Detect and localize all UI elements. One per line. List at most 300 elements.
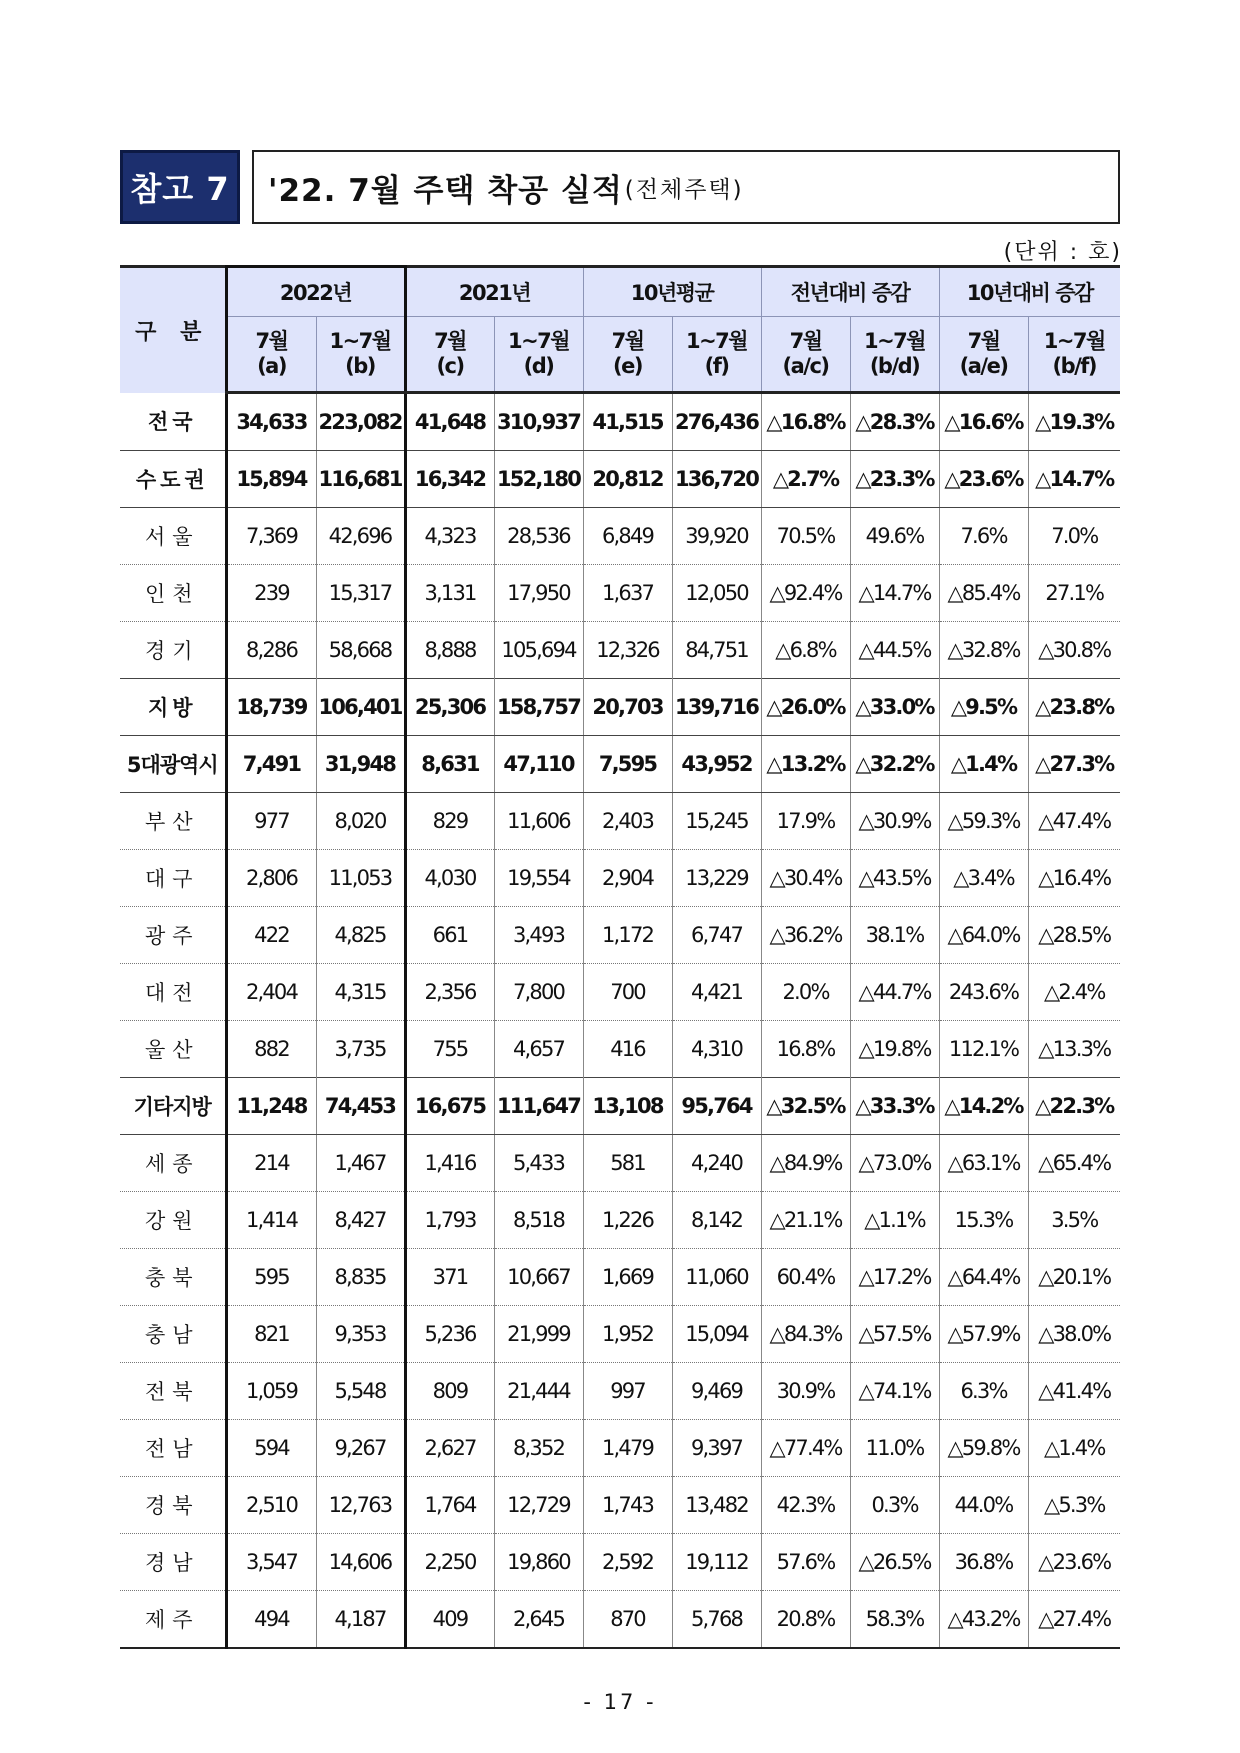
table-cell: 20,703: [583, 679, 672, 736]
table-cell: 9,353: [316, 1306, 405, 1363]
table-cell: 43,952: [672, 736, 761, 793]
table-row: [120, 1021, 1120, 1078]
table-cell: △43.2%: [939, 1591, 1028, 1649]
table-cell: 116,681: [316, 451, 405, 508]
table-cell: 5,236: [405, 1306, 494, 1363]
row-label: 울산: [120, 1021, 226, 1078]
table-cell: 34,633: [226, 393, 316, 451]
table-cell: 8,888: [405, 622, 494, 679]
subcolumn-header: [939, 317, 1028, 393]
table-cell: △92.4%: [761, 565, 850, 622]
table-cell: 39,920: [672, 508, 761, 565]
table-cell: 661: [405, 907, 494, 964]
table-cell: △9.5%: [939, 679, 1028, 736]
table-cell: 2,645: [494, 1591, 583, 1649]
table-cell: 13,482: [672, 1477, 761, 1534]
table-row: [120, 679, 1120, 736]
table-cell: △77.4%: [761, 1420, 850, 1477]
table-cell: △85.4%: [939, 565, 1028, 622]
table-cell: △32.5%: [761, 1078, 850, 1135]
table-cell: 8,835: [316, 1249, 405, 1306]
table-cell: 16,342: [405, 451, 494, 508]
table-cell: △27.3%: [1028, 736, 1120, 793]
table-cell: △5.3%: [1028, 1477, 1120, 1534]
table-cell: 5,768: [672, 1591, 761, 1649]
table-cell: △23.6%: [939, 451, 1028, 508]
table-cell: 4,240: [672, 1135, 761, 1192]
table-cell: 70.5%: [761, 508, 850, 565]
table-cell: 0.3%: [850, 1477, 939, 1534]
table-cell: △13.2%: [761, 736, 850, 793]
table-cell: 11,053: [316, 850, 405, 907]
table-cell: 310,937: [494, 393, 583, 451]
table-cell: 19,554: [494, 850, 583, 907]
table-cell: 9,397: [672, 1420, 761, 1477]
table-cell: 42,696: [316, 508, 405, 565]
subcolumn-header: [494, 317, 583, 393]
table-cell: △20.1%: [1028, 1249, 1120, 1306]
subcolumn-code: (c): [436, 354, 464, 378]
table-cell: 1,414: [226, 1192, 316, 1249]
table-cell: 2,250: [405, 1534, 494, 1591]
housing-starts-table: [120, 265, 1120, 1649]
table-cell: △14.2%: [939, 1078, 1028, 1135]
group-header: 10년평균: [583, 267, 761, 317]
table-cell: 28,536: [494, 508, 583, 565]
subcolumn-header: [850, 317, 939, 393]
table-cell: 997: [583, 1363, 672, 1420]
table-row: [120, 1192, 1120, 1249]
table-row: [120, 736, 1120, 793]
table-cell: △32.8%: [939, 622, 1028, 679]
table-cell: △28.3%: [850, 393, 939, 451]
subcolumn-header: [672, 317, 761, 393]
table-cell: △28.5%: [1028, 907, 1120, 964]
table-cell: 2,806: [226, 850, 316, 907]
subcolumn-period: 7월: [789, 329, 822, 353]
table-cell: 41,648: [405, 393, 494, 451]
table-cell: 16.8%: [761, 1021, 850, 1078]
table-cell: 139,716: [672, 679, 761, 736]
table-cell: 84,751: [672, 622, 761, 679]
table-cell: △43.5%: [850, 850, 939, 907]
row-label: 부산: [120, 793, 226, 850]
table-cell: △33.3%: [850, 1078, 939, 1135]
table-cell: 8,142: [672, 1192, 761, 1249]
table-cell: 47,110: [494, 736, 583, 793]
table-cell: △19.3%: [1028, 393, 1120, 451]
table-cell: 17.9%: [761, 793, 850, 850]
table-cell: 12,326: [583, 622, 672, 679]
group-header: 2021년: [405, 267, 583, 317]
row-label: 경남: [120, 1534, 226, 1591]
table-cell: 25,306: [405, 679, 494, 736]
subcolumn-code: (a/e): [959, 354, 1008, 378]
table-cell: 49.6%: [850, 508, 939, 565]
table-cell: 1,467: [316, 1135, 405, 1192]
table-row: [120, 907, 1120, 964]
table-cell: 581: [583, 1135, 672, 1192]
table-cell: 3,493: [494, 907, 583, 964]
table-cell: 3,131: [405, 565, 494, 622]
table-cell: △23.6%: [1028, 1534, 1120, 1591]
page-number: - 17 -: [583, 1690, 657, 1714]
table-cell: 223,082: [316, 393, 405, 451]
table-cell: 809: [405, 1363, 494, 1420]
table-cell: 10,667: [494, 1249, 583, 1306]
table-cell: 870: [583, 1591, 672, 1649]
table-cell: 243.6%: [939, 964, 1028, 1021]
table-cell: 106,401: [316, 679, 405, 736]
table-cell: 20.8%: [761, 1591, 850, 1649]
table-cell: △1.4%: [1028, 1420, 1120, 1477]
table-cell: 8,427: [316, 1192, 405, 1249]
table-cell: 1,743: [583, 1477, 672, 1534]
table-cell: 95,764: [672, 1078, 761, 1135]
table-cell: 4,421: [672, 964, 761, 1021]
table-cell: 422: [226, 907, 316, 964]
subcolumn-header: [1028, 317, 1120, 393]
table-cell: 19,112: [672, 1534, 761, 1591]
table-cell: △59.3%: [939, 793, 1028, 850]
table-cell: 21,444: [494, 1363, 583, 1420]
table-cell: 12,050: [672, 565, 761, 622]
table-cell: 15,894: [226, 451, 316, 508]
table-cell: 977: [226, 793, 316, 850]
table-cell: 239: [226, 565, 316, 622]
table-row: [120, 622, 1120, 679]
table-cell: 8,286: [226, 622, 316, 679]
table-cell: △19.8%: [850, 1021, 939, 1078]
table-cell: 4,323: [405, 508, 494, 565]
row-label: 강원: [120, 1192, 226, 1249]
table-cell: 58,668: [316, 622, 405, 679]
subcolumn-header: [316, 317, 405, 393]
table-cell: 36.8%: [939, 1534, 1028, 1591]
subcolumn-period: 1~7월: [863, 329, 926, 353]
table-cell: 7,491: [226, 736, 316, 793]
table-cell: 2,592: [583, 1534, 672, 1591]
table-cell: 8,020: [316, 793, 405, 850]
table-cell: 594: [226, 1420, 316, 1477]
page-title: '22. 7월 주택 착공 실적: [268, 172, 623, 209]
table-cell: △1.1%: [850, 1192, 939, 1249]
table-cell: 1,059: [226, 1363, 316, 1420]
subcolumn-header: [405, 317, 494, 393]
group-header: 10년대비 증감: [939, 267, 1120, 317]
subcolumn-code: (a): [257, 354, 286, 378]
table-cell: 1,479: [583, 1420, 672, 1477]
subcolumn-period: 1~7월: [507, 329, 570, 353]
table-cell: 11,606: [494, 793, 583, 850]
table-row: [120, 1078, 1120, 1135]
table-cell: 60.4%: [761, 1249, 850, 1306]
table-cell: 4,657: [494, 1021, 583, 1078]
subcolumn-code: (b/f): [1052, 354, 1097, 378]
table-row: [120, 1420, 1120, 1477]
table-row: [120, 850, 1120, 907]
subcolumn-code: (a/c): [782, 354, 829, 378]
table-cell: 2,403: [583, 793, 672, 850]
table-cell: △63.1%: [939, 1135, 1028, 1192]
table-cell: 9,267: [316, 1420, 405, 1477]
table-cell: △2.7%: [761, 451, 850, 508]
table-cell: 42.3%: [761, 1477, 850, 1534]
table-cell: 821: [226, 1306, 316, 1363]
table-cell: △59.8%: [939, 1420, 1028, 1477]
table-cell: 6,747: [672, 907, 761, 964]
table-cell: 21,999: [494, 1306, 583, 1363]
table-cell: 4,030: [405, 850, 494, 907]
table-cell: △74.1%: [850, 1363, 939, 1420]
table-cell: △64.4%: [939, 1249, 1028, 1306]
table-cell: 41,515: [583, 393, 672, 451]
table-cell: 58.3%: [850, 1591, 939, 1649]
table-cell: 136,720: [672, 451, 761, 508]
table-cell: 7,369: [226, 508, 316, 565]
table-row: [120, 793, 1120, 850]
table-cell: △6.8%: [761, 622, 850, 679]
table-cell: △1.4%: [939, 736, 1028, 793]
table-cell: 12,729: [494, 1477, 583, 1534]
table-cell: △16.4%: [1028, 850, 1120, 907]
table-cell: △13.3%: [1028, 1021, 1120, 1078]
subcolumn-period: 1~7월: [1043, 329, 1105, 353]
table-cell: 7,595: [583, 736, 672, 793]
subcolumn-header: [226, 317, 316, 393]
row-label: 충남: [120, 1306, 226, 1363]
table-cell: 6,849: [583, 508, 672, 565]
table-cell: 27.1%: [1028, 565, 1120, 622]
table-row: [120, 1477, 1120, 1534]
table-body: [120, 393, 1120, 1649]
row-label: 경기: [120, 622, 226, 679]
table-cell: 1,793: [405, 1192, 494, 1249]
title-box: [252, 150, 1120, 224]
table-row: [120, 1249, 1120, 1306]
table-cell: 19,860: [494, 1534, 583, 1591]
group-header: 2022년: [226, 267, 405, 317]
table-cell: △23.3%: [850, 451, 939, 508]
table-cell: 755: [405, 1021, 494, 1078]
table-cell: 276,436: [672, 393, 761, 451]
row-label: 서울: [120, 508, 226, 565]
subcolumn-code: (b): [345, 354, 375, 378]
table-row: [120, 1591, 1120, 1649]
table-cell: △84.9%: [761, 1135, 850, 1192]
table-cell: △57.9%: [939, 1306, 1028, 1363]
table-cell: 829: [405, 793, 494, 850]
table-cell: △30.4%: [761, 850, 850, 907]
table-cell: △30.8%: [1028, 622, 1120, 679]
table-cell: △32.2%: [850, 736, 939, 793]
subcolumn-period: 7월: [434, 329, 466, 353]
table-header: [120, 267, 1120, 393]
section-tag: 참고 7: [120, 150, 240, 224]
table-cell: 595: [226, 1249, 316, 1306]
table-cell: 8,518: [494, 1192, 583, 1249]
row-label: 제주: [120, 1591, 226, 1649]
table-cell: 111,647: [494, 1078, 583, 1135]
row-label: 전국: [120, 393, 226, 451]
page-subtitle: (전체주택): [624, 176, 744, 203]
table-cell: 13,229: [672, 850, 761, 907]
row-label: 지방: [120, 679, 226, 736]
table-cell: △16.6%: [939, 393, 1028, 451]
table-cell: 9,469: [672, 1363, 761, 1420]
table-cell: 1,764: [405, 1477, 494, 1534]
table-cell: 12,763: [316, 1477, 405, 1534]
row-label: 대구: [120, 850, 226, 907]
table-cell: 3.5%: [1028, 1192, 1120, 1249]
table-cell: △73.0%: [850, 1135, 939, 1192]
table-cell: △3.4%: [939, 850, 1028, 907]
table-cell: 13,108: [583, 1078, 672, 1135]
table-cell: 158,757: [494, 679, 583, 736]
table-cell: 4,310: [672, 1021, 761, 1078]
table-cell: 31,948: [316, 736, 405, 793]
table-cell: △23.8%: [1028, 679, 1120, 736]
table-cell: 8,631: [405, 736, 494, 793]
table-cell: 15,317: [316, 565, 405, 622]
table-row: [120, 1363, 1120, 1420]
table-cell: △2.4%: [1028, 964, 1120, 1021]
table-cell: 1,172: [583, 907, 672, 964]
table-cell: △17.2%: [850, 1249, 939, 1306]
row-label: 광주: [120, 907, 226, 964]
table-cell: 416: [583, 1021, 672, 1078]
table-cell: 4,315: [316, 964, 405, 1021]
table-cell: 38.1%: [850, 907, 939, 964]
table-cell: 15.3%: [939, 1192, 1028, 1249]
table-cell: 18,739: [226, 679, 316, 736]
table-cell: 11,248: [226, 1078, 316, 1135]
subcolumn-period: 7월: [255, 329, 288, 353]
table-row: [120, 1135, 1120, 1192]
subcolumn-period: 7월: [967, 329, 1000, 353]
table-cell: 2,904: [583, 850, 672, 907]
table-cell: 4,825: [316, 907, 405, 964]
table-cell: △30.9%: [850, 793, 939, 850]
subcolumn-period: 1~7월: [685, 329, 748, 353]
row-label: 대전: [120, 964, 226, 1021]
unit-label: (단위 : 호): [1003, 240, 1122, 265]
table-cell: 105,694: [494, 622, 583, 679]
table-cell: △26.5%: [850, 1534, 939, 1591]
table-cell: △21.1%: [761, 1192, 850, 1249]
table-cell: 112.1%: [939, 1021, 1028, 1078]
table-cell: △84.3%: [761, 1306, 850, 1363]
table-row: [120, 393, 1120, 451]
table-cell: △65.4%: [1028, 1135, 1120, 1192]
table-cell: △38.0%: [1028, 1306, 1120, 1363]
table-cell: 8,352: [494, 1420, 583, 1477]
table-cell: 16,675: [405, 1078, 494, 1135]
table-cell: 14,606: [316, 1534, 405, 1591]
row-label: 5대광역시: [120, 736, 226, 793]
table-cell: △57.5%: [850, 1306, 939, 1363]
table-cell: 4,187: [316, 1591, 405, 1649]
table-cell: 1,637: [583, 565, 672, 622]
subcolumn-code: (e): [613, 354, 642, 378]
table-cell: 1,416: [405, 1135, 494, 1192]
row-label: 수도권: [120, 451, 226, 508]
row-label: 경북: [120, 1477, 226, 1534]
table-cell: 2,356: [405, 964, 494, 1021]
table-cell: 7.0%: [1028, 508, 1120, 565]
subcolumn-code: (d): [523, 354, 554, 378]
table-cell: △36.2%: [761, 907, 850, 964]
table-cell: 15,245: [672, 793, 761, 850]
table-cell: △64.0%: [939, 907, 1028, 964]
table-cell: △22.3%: [1028, 1078, 1120, 1135]
table-cell: 1,669: [583, 1249, 672, 1306]
table-cell: 6.3%: [939, 1363, 1028, 1420]
table-row: [120, 508, 1120, 565]
table-cell: △26.0%: [761, 679, 850, 736]
subcolumn-period: 1~7월: [329, 329, 391, 353]
row-label: 인천: [120, 565, 226, 622]
subcolumn-code: (b/d): [869, 354, 920, 378]
table-cell: 7.6%: [939, 508, 1028, 565]
row-label: 전남: [120, 1420, 226, 1477]
table-cell: 1,952: [583, 1306, 672, 1363]
row-label: 기타지방: [120, 1078, 226, 1135]
row-label: 세종: [120, 1135, 226, 1192]
row-label: 충북: [120, 1249, 226, 1306]
table-cell: 3,735: [316, 1021, 405, 1078]
table-cell: 74,453: [316, 1078, 405, 1135]
table-cell: 44.0%: [939, 1477, 1028, 1534]
table-cell: 700: [583, 964, 672, 1021]
table-cell: 11,060: [672, 1249, 761, 1306]
row-label: 전북: [120, 1363, 226, 1420]
table-cell: △44.5%: [850, 622, 939, 679]
table-row: [120, 451, 1120, 508]
table-cell: △16.8%: [761, 393, 850, 451]
table-cell: 5,548: [316, 1363, 405, 1420]
table-cell: △14.7%: [850, 565, 939, 622]
table-cell: 494: [226, 1591, 316, 1649]
table-cell: 20,812: [583, 451, 672, 508]
table-cell: 409: [405, 1591, 494, 1649]
subcolumn-header: [761, 317, 850, 393]
table-cell: 30.9%: [761, 1363, 850, 1420]
table-row: [120, 565, 1120, 622]
table-cell: 1,226: [583, 1192, 672, 1249]
table-cell: △27.4%: [1028, 1591, 1120, 1649]
table-cell: 15,094: [672, 1306, 761, 1363]
corner-label: 구 분: [120, 267, 226, 393]
table-cell: 2.0%: [761, 964, 850, 1021]
table-cell: 214: [226, 1135, 316, 1192]
table-row: [120, 1306, 1120, 1363]
table-cell: 152,180: [494, 451, 583, 508]
subcolumn-period: 7월: [611, 329, 644, 353]
table-cell: 882: [226, 1021, 316, 1078]
table-cell: 371: [405, 1249, 494, 1306]
table-cell: △44.7%: [850, 964, 939, 1021]
table-cell: 3,547: [226, 1534, 316, 1591]
table-cell: 2,404: [226, 964, 316, 1021]
table-cell: 11.0%: [850, 1420, 939, 1477]
subcolumn-header: [583, 317, 672, 393]
table-row: [120, 1534, 1120, 1591]
table-cell: 5,433: [494, 1135, 583, 1192]
table-cell: △47.4%: [1028, 793, 1120, 850]
table-row: [120, 964, 1120, 1021]
table-cell: 2,627: [405, 1420, 494, 1477]
